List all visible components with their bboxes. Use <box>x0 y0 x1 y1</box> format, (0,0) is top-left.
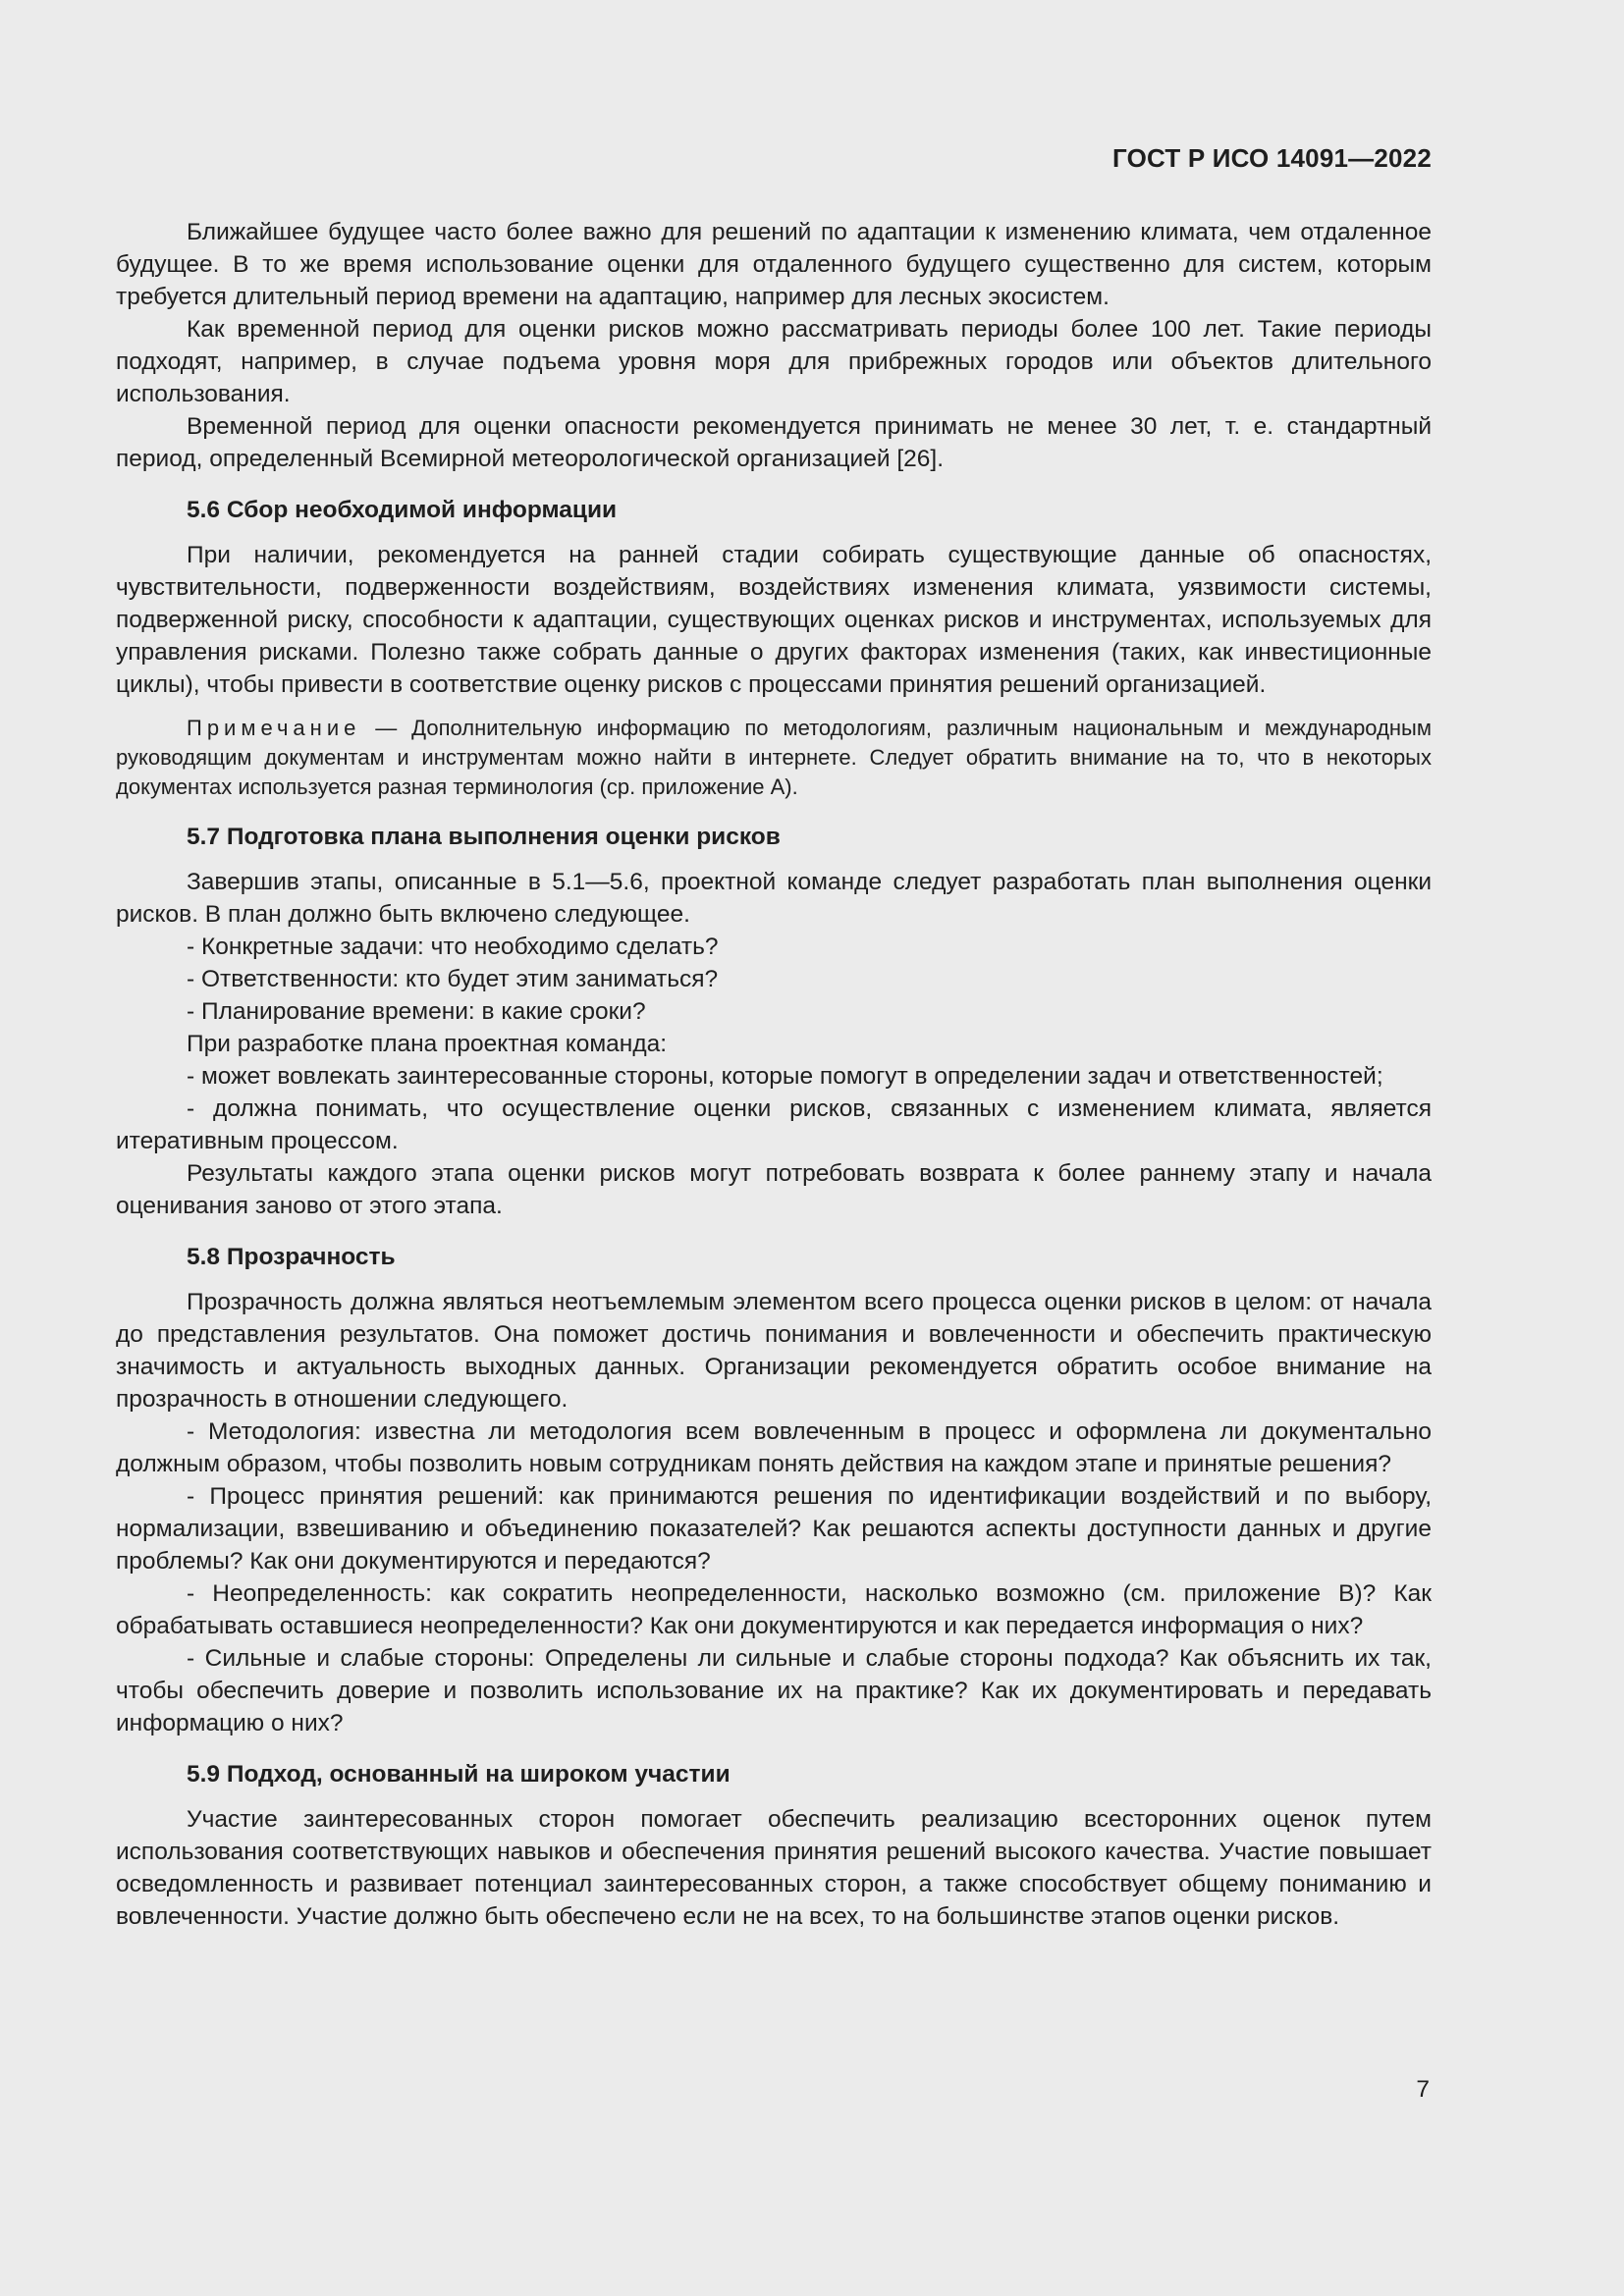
section-heading-5-6: 5.6 Сбор необходимой информации <box>187 497 618 523</box>
section-5-7-paragraph: Завершив этапы, описанные в 5.1—5.6, проектной команде следует разработать план выполнения оценки рисков. В план должно быть включено следующее. <box>116 869 1432 928</box>
note-text: — Дополнительную информацию по методологиям, различным национальным и международным руководящим документам и инструментам можно найти в интернете. Следует обратить внимание на то, что в некоторых документах используется разная терминология (ср. приложение А). <box>116 716 1432 799</box>
intro-paragraph: Временной период для оценки опасности рекомендуется принимать не менее 30 лет, т. е. стандартный период, определенный Всемирной метеорологической организацией [26]. <box>116 413 1432 472</box>
section-5-8-list-item: - Сильные и слабые стороны: Определены ли сильные и слабые стороны подхода? Как объяснить их так, чтобы обеспечить доверие и позволить использование их на практике? Как их документировать и передавать информацию о них? <box>116 1645 1432 1736</box>
section-5-8-list-item: - Процесс принятия решений: как принимаются решения по идентификации воздействий и по выбору, нормализации, взвешиванию и объединению показателей? Как решаются аспекты доступности данных и другие проблемы? Как они документируются и передаются? <box>116 1483 1432 1575</box>
note-block <box>116 714 1432 802</box>
standard-code-header: ГОСТ Р ИСО 14091—2022 <box>1111 143 1432 173</box>
document-page <box>116 143 1432 1933</box>
section-5-8-list-item: - Методология: известна ли методология всем вовлеченным в процесс и оформлена ли документально должным образом, чтобы позволить новым сотрудникам понять действия на каждом этапе и принятые решения? <box>116 1418 1432 1477</box>
section-5-7-paragraph: При разработке плана проектная команда: <box>187 1031 668 1057</box>
section-5-7-list-item: - Конкретные задачи: что необходимо сделать? <box>187 934 719 960</box>
section-5-7-list-item: - должна понимать, что осуществление оценки рисков, связанных с изменением климата, является итеративным процессом. <box>116 1095 1432 1154</box>
section-heading-5-8: 5.8 Прозрачность <box>187 1244 396 1270</box>
page-number: 7 <box>1416 2076 1430 2103</box>
section-5-7-paragraph: Результаты каждого этапа оценки рисков могут потребовать возврата к более раннему этапу и начала оценивания заново от этого этапа. <box>116 1160 1432 1219</box>
section-5-9-paragraph: Участие заинтересованных сторон помогает обеспечить реализацию всесторонних оценок путем использования соответствующих навыков и обеспечения принятия решений высокого качества. Участие повышает осведомленность и развивает потенциал заинтересованных сторон, а также способствует общему пониманию и вовлеченности. Участие должно быть обеспечено если не на всех, то на большинстве этапов оценки рисков. <box>116 1806 1432 1930</box>
intro-paragraph: Ближайшее будущее часто более важно для решений по адаптации к изменению климата, чем отдаленное будущее. В то же время использование оценки для отдаленного будущего существенно для систем, которым требуется длительный период времени на адаптацию, например для лесных экосистем. <box>116 219 1432 310</box>
section-5-6-paragraph: При наличии, рекомендуется на ранней стадии собирать существующие данные об опасностях, чувствительности, подверженности воздействиям, воздействиях изменения климата, уязвимости системы, подверженной риску, способности к адаптации, существующих оценках рисков и инструментах, используемых для управления рисками. Полезно также собрать данные о других факторах изменения (таких, как инвестиционные циклы), чтобы привести в соответствие оценку рисков с процессами принятия решений организацией. <box>116 542 1432 698</box>
section-5-7-list-item: - Ответственности: кто будет этим заниматься? <box>187 966 719 992</box>
section-5-8-paragraph: Прозрачность должна являться неотъемлемым элементом всего процесса оценки рисков в целом: от начала до представления результатов. Она поможет достичь понимания и вовлеченности и обеспечить практическую значимость и актуальность выходных данных. Организации рекомендуется обратить особое внимание на прозрачность в отношении следующего. <box>116 1289 1432 1413</box>
section-5-7-list-item: - Планирование времени: в какие сроки? <box>187 998 646 1025</box>
section-heading-5-9: 5.9 Подход, основанный на широком участии <box>187 1761 731 1788</box>
section-5-8-list-item: - Неопределенность: как сократить неопределенности, насколько возможно (см. приложение В)? Как обрабатывать оставшиеся неопределенности? Как они документируются и как передается информация о них? <box>116 1580 1432 1639</box>
section-5-7-list-item: - может вовлекать заинтересованные стороны, которые помогут в определении задач и ответственностей; <box>187 1063 1383 1090</box>
intro-paragraph: Как временной период для оценки рисков можно рассматривать периоды более 100 лет. Такие периоды подходят, например, в случае подъема уровня моря для прибрежных городов или объектов длительного использования. <box>116 316 1432 407</box>
section-heading-5-7: 5.7 Подготовка плана выполнения оценки рисков <box>187 824 781 850</box>
note-label: Примечание <box>187 716 361 740</box>
